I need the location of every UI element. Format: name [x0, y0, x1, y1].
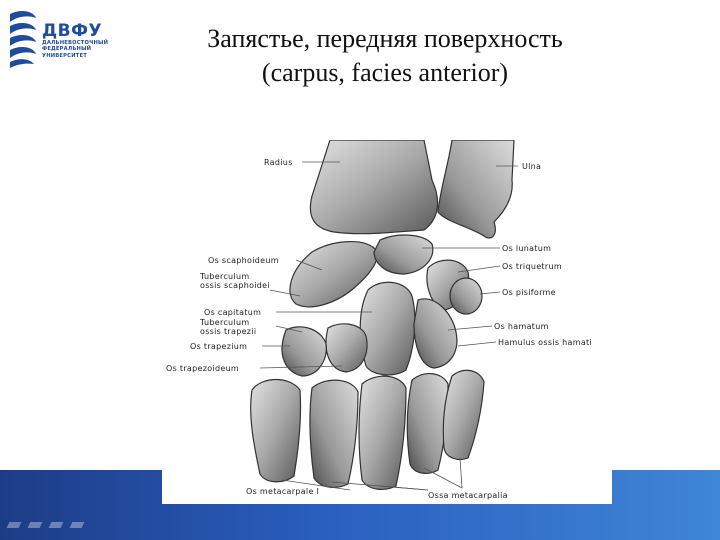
logo-helix-icon [6, 6, 40, 70]
label-os-lunatum: Os lunatum [502, 244, 552, 253]
label-os-triquetrum: Os triquetrum [502, 262, 562, 271]
logo-subtitle-2: ФЕДЕРАЛЬНЫЙ [42, 46, 92, 53]
metacarpal-5-bone [443, 370, 484, 459]
label-radius: Radius [264, 158, 293, 167]
label-os-metacarpale-i: Os metacarpale I [246, 487, 320, 496]
label-os-pisiforme: Os pisiforme [502, 288, 556, 297]
slide-title-line-1: Запястье, передняя поверхность [207, 24, 563, 53]
label-hamulus-ossis-hamati: Hamulus ossis hamati [498, 338, 592, 347]
metacarpal-1-bone [251, 380, 301, 482]
label-tuberculum-scaphoidei-2: ossis scaphoidei [200, 281, 270, 290]
metacarpal-4-bone [407, 374, 448, 474]
metacarpal-2-bone [310, 380, 358, 487]
lunate-bone [374, 235, 433, 274]
label-tuberculum-trapezii-1: Tuberculum [200, 318, 250, 327]
metacarpal-3-bone [359, 376, 406, 489]
capitate-bone [360, 282, 415, 375]
anatomy-figure [162, 140, 612, 504]
label-ulna: Ulna [522, 162, 542, 171]
logo-subtitle-1: ДАЛЬНЕВОСТОЧНЫЙ [42, 40, 109, 46]
label-tuberculum-scaphoidei-1: Tuberculum [200, 272, 250, 281]
label-os-scaphoideum: Os scaphoideum [208, 256, 279, 265]
hamate-bone [414, 299, 457, 368]
label-os-capitatum: Os capitatum [204, 308, 262, 317]
bottom-ornament [8, 518, 83, 532]
radius-bone [310, 140, 437, 234]
pisiform-bone [450, 278, 482, 314]
scaphoid-bone [290, 242, 377, 307]
logo-wordmark [42, 22, 108, 59]
trapezium-bone [282, 327, 326, 376]
logo-title: ДВФУ [42, 21, 103, 41]
slide-title-line-2: (carpus, facies anterior) [261, 58, 509, 87]
ulna-bone [438, 140, 514, 238]
slide-title [150, 22, 620, 90]
label-os-hamatum: Os hamatum [494, 322, 549, 331]
logo-subtitle-3: УНИВЕРСИТЕТ [42, 52, 87, 59]
label-ossa-metacarpalia: Ossa metacarpalia [428, 491, 508, 500]
label-os-trapezoideum: Os trapezoideum [166, 364, 240, 373]
university-logo [6, 6, 109, 76]
label-os-trapezium: Os trapezium [190, 342, 248, 351]
trapezoid-bone [326, 324, 367, 372]
label-tuberculum-trapezii-2: ossis trapezii [200, 327, 257, 336]
